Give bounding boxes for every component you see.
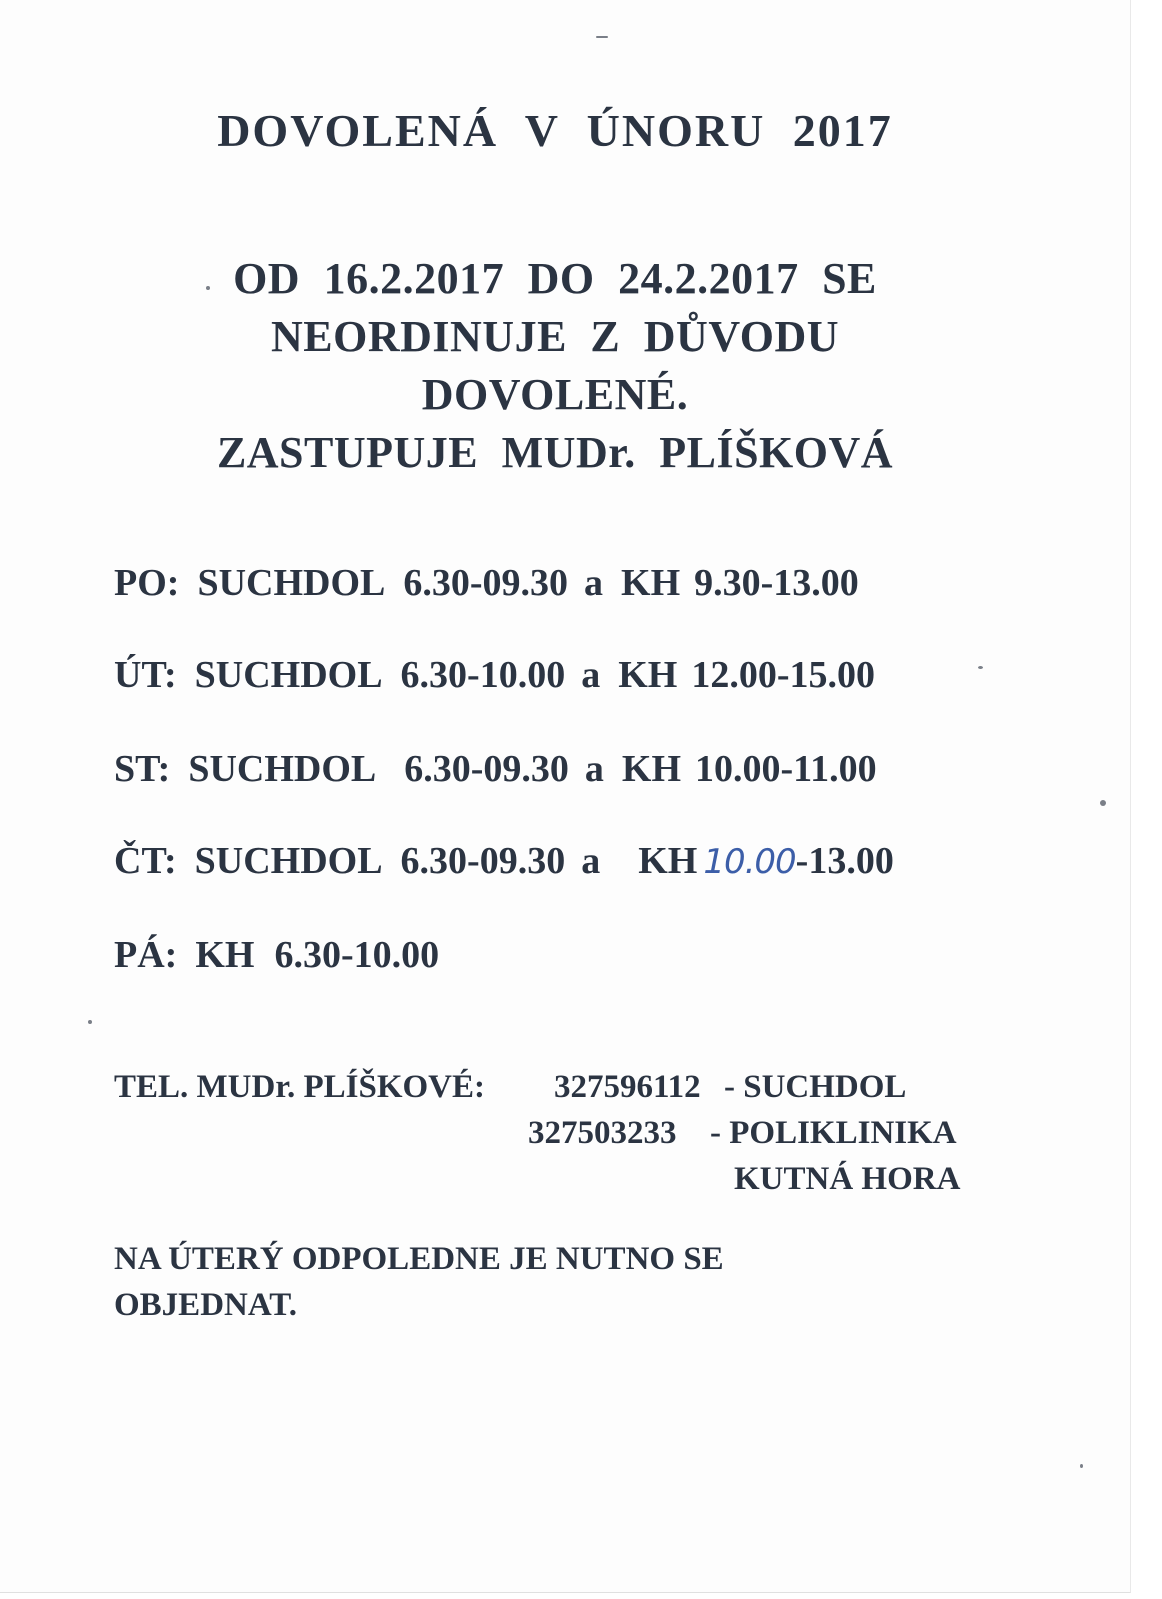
scan-speck: [596, 36, 608, 38]
closure-notice: [0, 250, 1110, 482]
phone-number: 327596112: [554, 1069, 701, 1105]
schedule-row-thursday: [114, 838, 894, 884]
phone-location: - SUCHDOL: [724, 1069, 907, 1105]
schedule-row-friday: [114, 932, 439, 978]
schedule-conjunction: a: [581, 840, 601, 882]
schedule-place: SUCHDOL: [194, 840, 383, 882]
page-title: DOVOLENÁ V ÚNORU 2017: [217, 105, 893, 156]
schedule-time: 6.30-09.30: [400, 840, 566, 882]
notice-line: ZASTUPUJE MUDr. PLÍŠKOVÁ: [216, 428, 894, 477]
schedule-conjunction: a: [581, 654, 601, 696]
schedule-place: SUCHDOL: [194, 654, 383, 696]
schedule-conjunction: a: [584, 748, 604, 790]
notice-line: NEORDINUJE Z DŮVODU: [271, 312, 839, 361]
schedule-time: 10.00-11.00: [695, 748, 877, 790]
schedule-row-wednesday: [114, 746, 877, 792]
schedule-place-kh: KH: [621, 748, 682, 790]
schedule-time: 6.30-09.30: [403, 562, 569, 604]
schedule-day: ST:: [114, 748, 171, 790]
schedule-day: ÚT:: [114, 654, 177, 696]
schedule-row-monday: [114, 560, 859, 606]
handwritten-correction: 10.00: [703, 842, 796, 882]
scan-speck: [1080, 1464, 1083, 1468]
schedule-time: 6.30-10.00: [400, 654, 566, 696]
schedule-day: ČT:: [114, 840, 177, 882]
schedule-conjunction: a: [584, 562, 604, 604]
scan-speck: [978, 666, 983, 669]
schedule-place-kh: KH: [638, 840, 698, 882]
schedule-place-kh: KH: [195, 934, 255, 976]
note-line: OBJEDNAT.: [114, 1287, 298, 1323]
notice-line: OD 16.2.2017 DO 24.2.2017 SE: [233, 254, 877, 303]
schedule-place: SUCHDOL: [197, 562, 386, 604]
scan-speck: [206, 286, 210, 290]
schedule-day: PO:: [114, 562, 180, 604]
notice-line: DOVOLENÉ.: [421, 370, 689, 419]
schedule-time: 6.30-10.00: [274, 934, 440, 976]
schedule-place-kh: KH: [618, 654, 678, 696]
schedule-row-tuesday: [114, 652, 875, 698]
scan-speck: [88, 1020, 92, 1024]
schedule-time: 9.30-13.00: [694, 562, 859, 604]
phone-location-continued: KUTNÁ HORA: [734, 1161, 961, 1197]
schedule-time: -13.00: [795, 840, 894, 882]
schedule-place-kh: KH: [621, 562, 681, 604]
scan-speck: [1100, 800, 1106, 806]
schedule-time: 6.30-09.30: [404, 748, 569, 790]
appointment-note: [114, 1236, 834, 1328]
phone-number: 327503233: [528, 1115, 677, 1151]
contact-label: TEL. MUDr. PLÍŠKOVÉ:: [114, 1069, 485, 1105]
schedule-place: SUCHDOL: [188, 748, 377, 790]
note-line: NA ÚTERÝ ODPOLEDNE JE NUTNO SE: [114, 1241, 724, 1277]
schedule-time: 12.00-15.00: [691, 654, 875, 696]
schedule-day: PÁ:: [114, 934, 178, 976]
phone-location: - POLIKLINIKA: [710, 1115, 957, 1151]
